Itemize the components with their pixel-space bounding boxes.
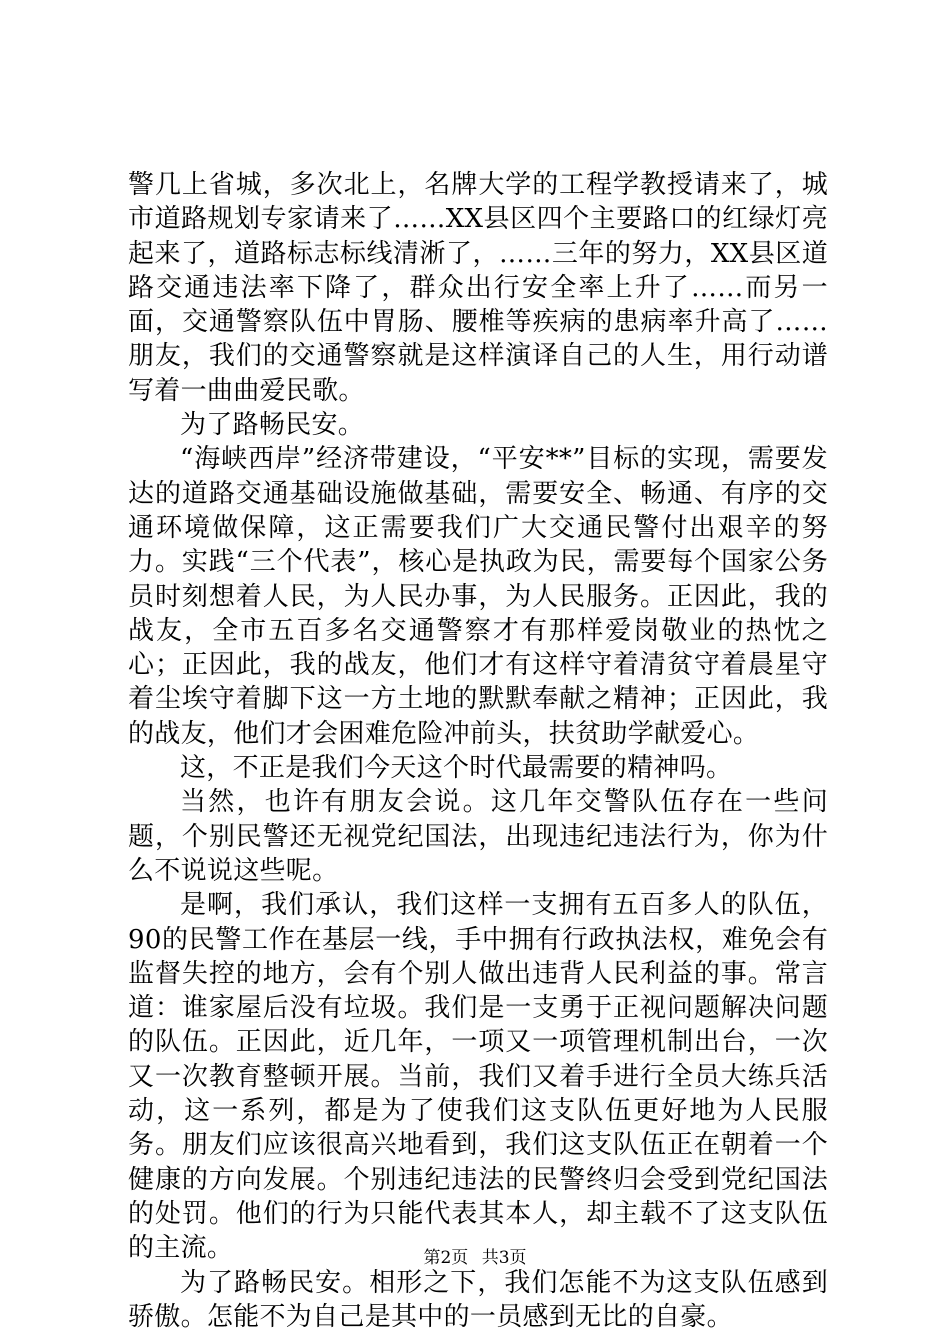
paragraph-5: 当然，也许有朋友会说。这几年交警队伍存在一些问题，个别民警还无视党纪国法，出现违纪违法行为，你为什么不说说这些呢。 [128, 787, 828, 886]
page-total: 共3页 [481, 1248, 527, 1268]
page-number: 第2页 [423, 1248, 469, 1268]
paragraph-3: “海峡西岸”经济带建设，“平安**”目标的实现，需要发达的道路交通基础设施做基础，需要安全、畅通、有序的交通环境做保障，这正需要我们广大交通民警付出艰辛的努力。实践“三个代表”，核心是执政为民，需要每个国家公务员时刻想着人民，为人民办事，为人民服务。正因此，我的战友，全市五百多名交通警察才有那样爱岗敬业的热忱之心；正因此，我的战友，他们才有这样守着清贫守着晨星守着尘埃守着脚下这一方土地的默默奉献之精神；正因此，我的战友，他们才会困难危险冲前头，扶贫助学献爱心。 [128, 444, 828, 749]
page-footer [0, 1248, 950, 1268]
paragraph-1: 警几上省城，多次北上，名牌大学的工程学教授请来了，城市道路规划专家请来了……XX县区四个主要路口的红绿灯亮起来了，道路标志标线清淅了，……三年的努力，XX县区道路交通违法率下降了，群众出行安全率上升了……而另一面，交通警察队伍中胃肠、腰椎等疾病的患病率升高了……朋友，我们的交通警察就是这样演译自己的人生，用行动谱写着一曲曲爱民歌。 [128, 170, 828, 406]
paragraph-6: 是啊，我们承认，我们这样一支拥有五百多人的队伍，90的民警工作在基层一线，手中拥有行政执法权，难免会有监督失控的地方，会有个别人做出违背人民利益的事。常言道：谁家屋后没有垃圾。我们是一支勇于正视问题解决问题的队伍。正因此，近几年，一项又一项管理机制出台，一次又一次教育整顿开展。当前，我们又着手进行全员大练兵活动，这一系列，都是为了使我们这支队伍更好地为人民服务。朋友们应该很高兴地看到，我们这支队伍正在朝着一个健康的方向发展。个别违纪违法的民警终归会受到党纪国法的处罚。他们的行为只能代表其本人，却主载不了这支队伍的主流。 [128, 890, 828, 1264]
paragraph-4: 这，不正是我们今天这个时代最需要的精神吗。 [180, 753, 733, 784]
paragraph-7: 为了路畅民安。相形之下，我们怎能不为这支队伍感到骄傲。怎能不为自己是其中的一员感到无比的自豪。 [128, 1267, 828, 1332]
paragraph-2: 为了路畅民安。 [180, 410, 365, 441]
document-body [128, 168, 828, 1334]
